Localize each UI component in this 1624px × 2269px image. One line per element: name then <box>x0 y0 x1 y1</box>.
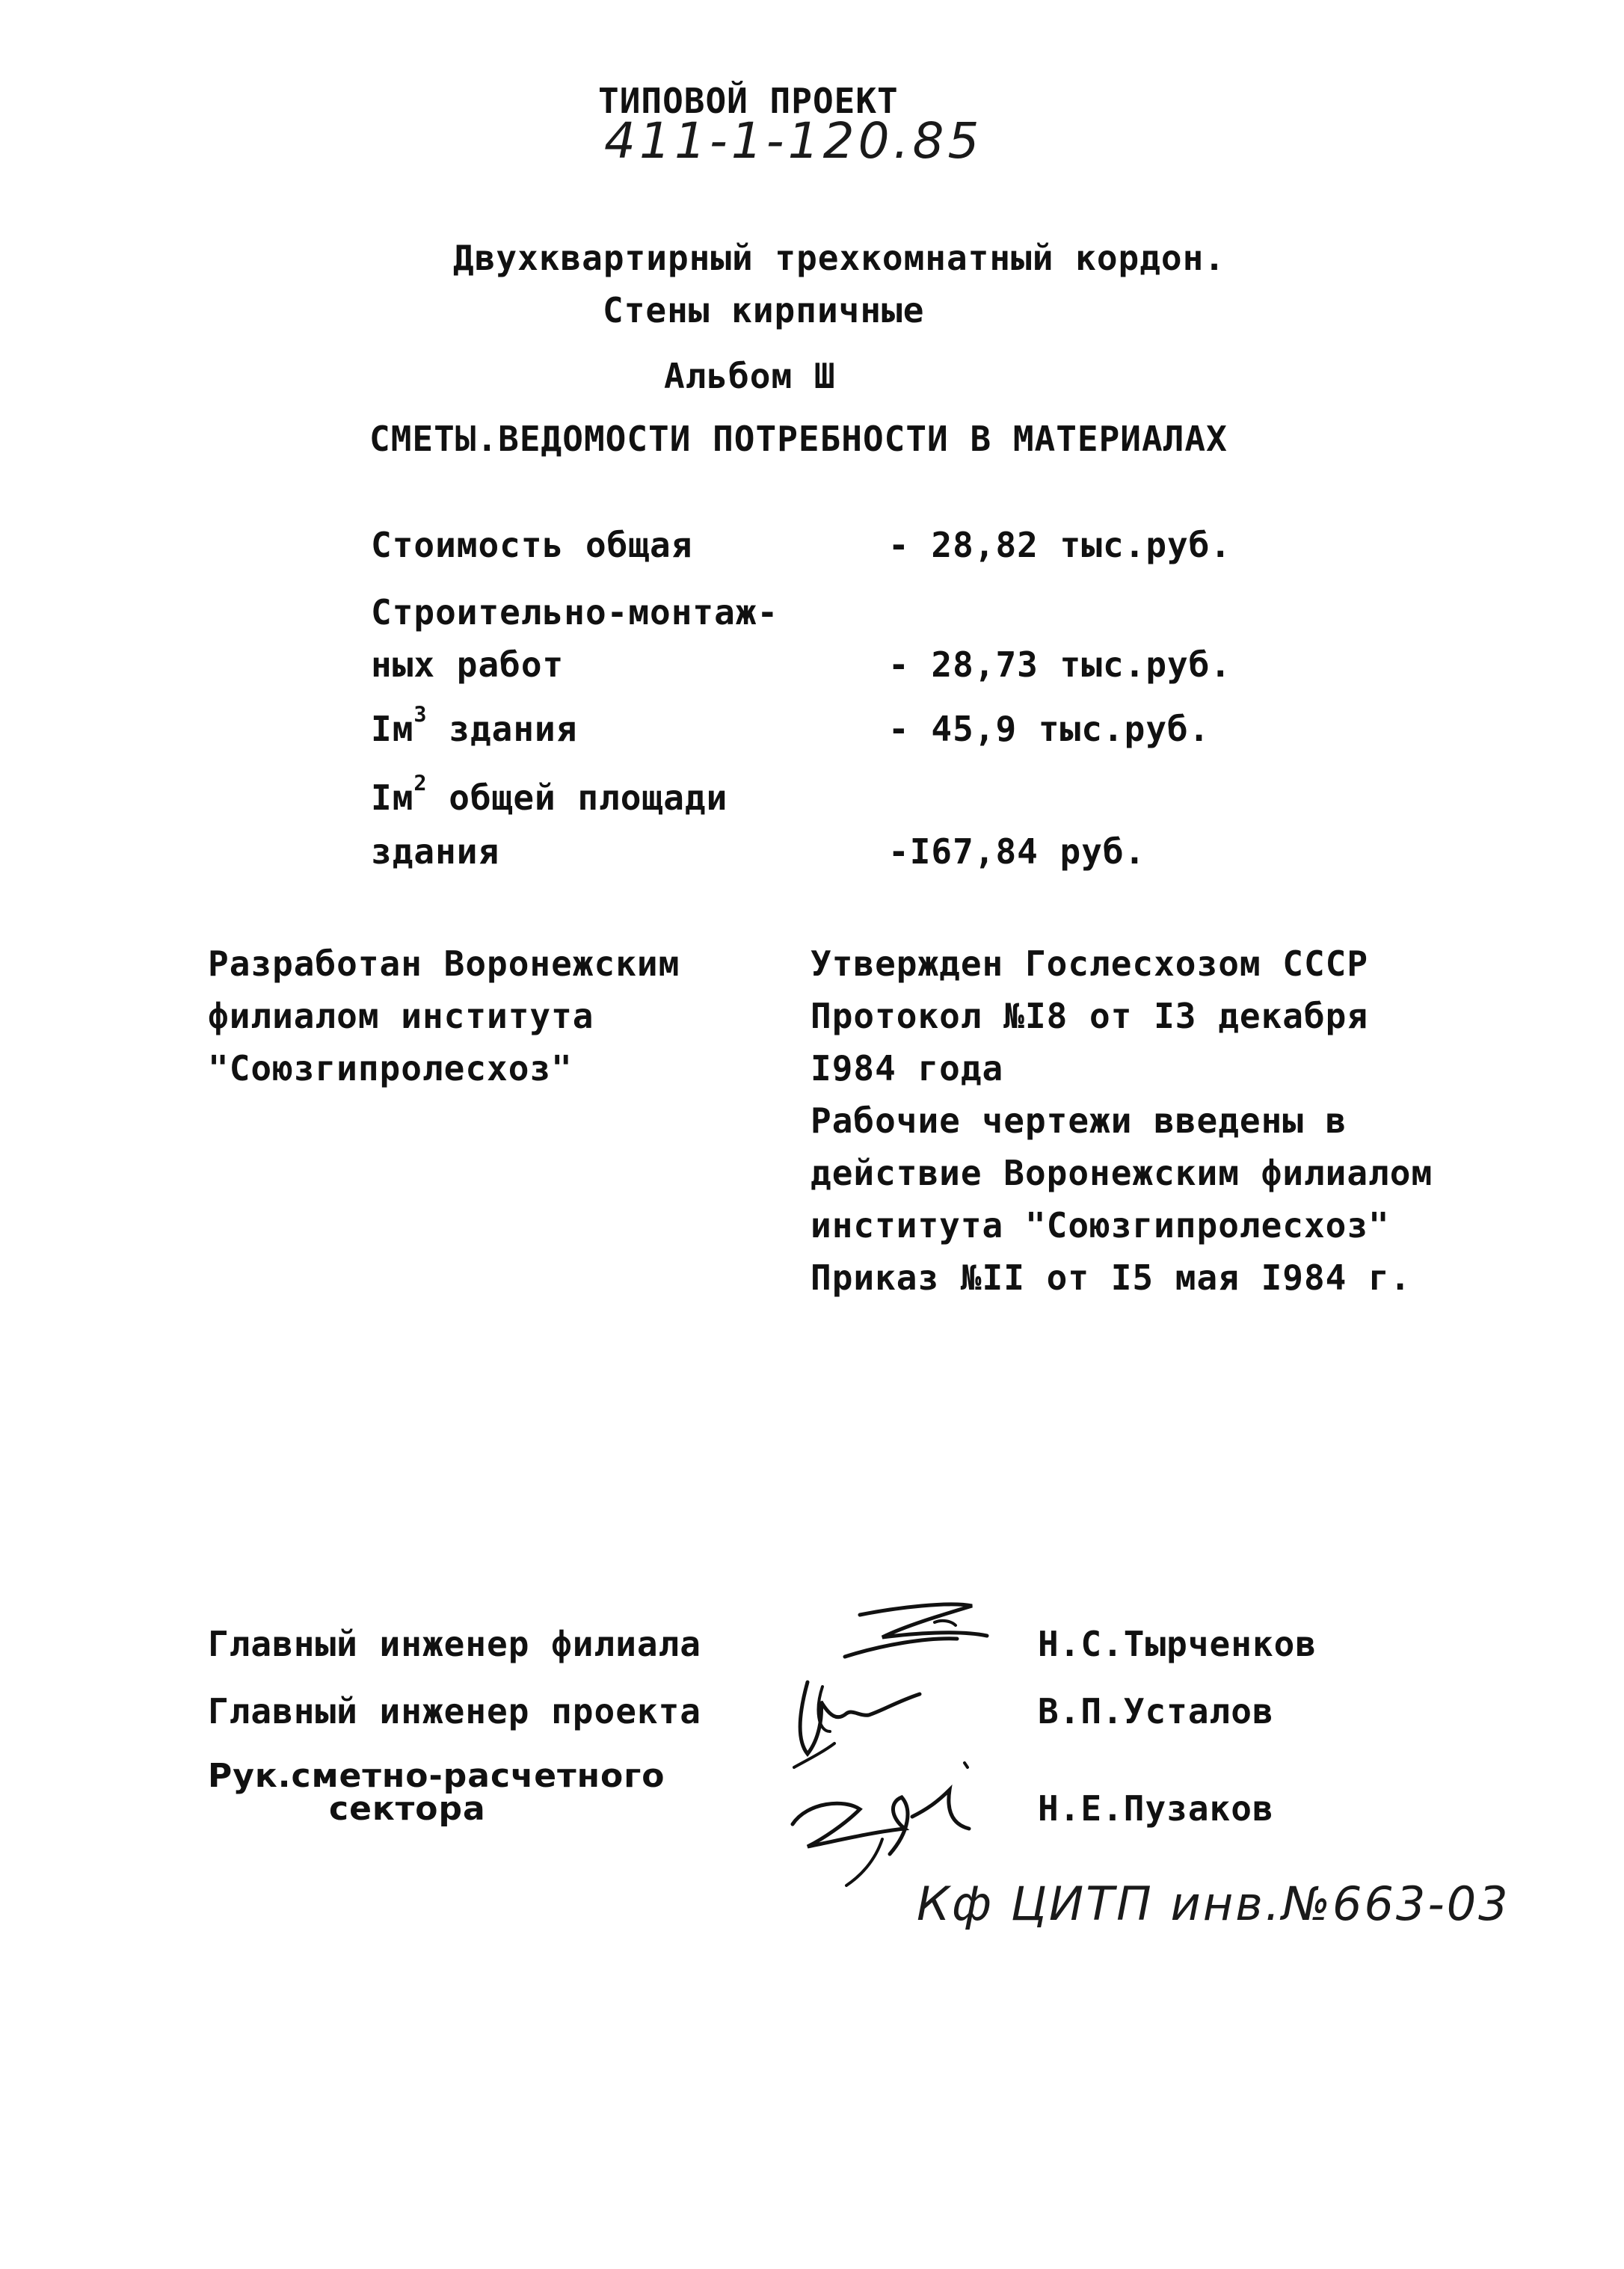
signature-3-image <box>778 1757 987 1891</box>
cost-m2-label-2: здания <box>371 831 500 872</box>
signature-1-image <box>837 1592 1002 1675</box>
cost-smr-label-2: ных работ <box>371 644 565 685</box>
approval-line-7: Приказ №II от I5 мая I984 г. <box>811 1257 1412 1298</box>
signature-name-1: Н.С.Тырченков <box>1038 1624 1317 1664</box>
cost-m3-label <box>371 702 578 749</box>
developer-line-3: "Союзгипролесхоз" <box>208 1048 573 1089</box>
signature-role-3-line-2: сектора <box>329 1790 486 1828</box>
approval-line-5: действие Воронежским филиалом <box>811 1153 1433 1193</box>
cost-m2-value: -I67,84 руб. <box>888 831 1146 872</box>
signature-role-3-line-1: Рук.сметно-расчетного <box>208 1757 665 1795</box>
document-subtitle: Стены кирпичные <box>603 290 925 330</box>
signature-role-1: Главный инженер филиала <box>208 1624 701 1664</box>
cost-m3-prefix: Iм <box>371 709 414 749</box>
approval-line-4: Рабочие чертежи введены в <box>811 1100 1347 1141</box>
approval-line-6: института "Союзгипролесхоз" <box>811 1205 1390 1246</box>
developer-line-2: филиалом института <box>208 996 594 1036</box>
cost-smr-value: - 28,73 тыс.руб. <box>888 644 1232 685</box>
cost-m3-suffix: здания <box>427 709 578 749</box>
project-number: 411-1-120.85 <box>604 112 983 170</box>
approval-line-2: Протокол №I8 от I3 декабря <box>811 996 1369 1036</box>
cost-m2-sup: 2 <box>413 771 428 796</box>
approval-line-3: I984 года <box>811 1048 1004 1089</box>
album-label: Альбом Ш <box>664 356 836 396</box>
approval-line-1: Утвержден Гослесхозом СССР <box>811 943 1369 984</box>
cost-total-label: Стоимость общая <box>371 525 693 565</box>
developer-line-1: Разработан Воронежским <box>208 943 680 984</box>
document-subject: СМЕТЫ.ВЕДОМОСТИ ПОТРЕБНОСТИ В МАТЕРИАЛАХ <box>369 419 1228 459</box>
signature-role-2: Главный инженер проекта <box>208 1691 701 1731</box>
signature-name-2: В.П.Усталов <box>1038 1691 1274 1731</box>
signature-name-3: Н.Е.Пузаков <box>1038 1788 1274 1829</box>
inventory-note: Кф ЦИТП инв.№663-03 <box>917 1877 1510 1931</box>
cost-smr-label-1: Строительно-монтаж- <box>371 592 779 632</box>
cost-m3-sup: 3 <box>413 702 428 727</box>
cost-m2-label-1 <box>371 771 728 818</box>
project-label: ТИПОВОЙ ПРОЕКТ <box>598 81 899 121</box>
cost-m3-value: - 45,9 тыс.руб. <box>888 709 1211 749</box>
document-title: Двухквартирный трехкомнатный кордон. <box>453 238 1225 278</box>
cost-total-value: - 28,82 тыс.руб. <box>888 525 1232 565</box>
cost-m2-suffix: общей площади <box>427 778 728 818</box>
cost-m2-prefix: Iм <box>371 778 414 818</box>
